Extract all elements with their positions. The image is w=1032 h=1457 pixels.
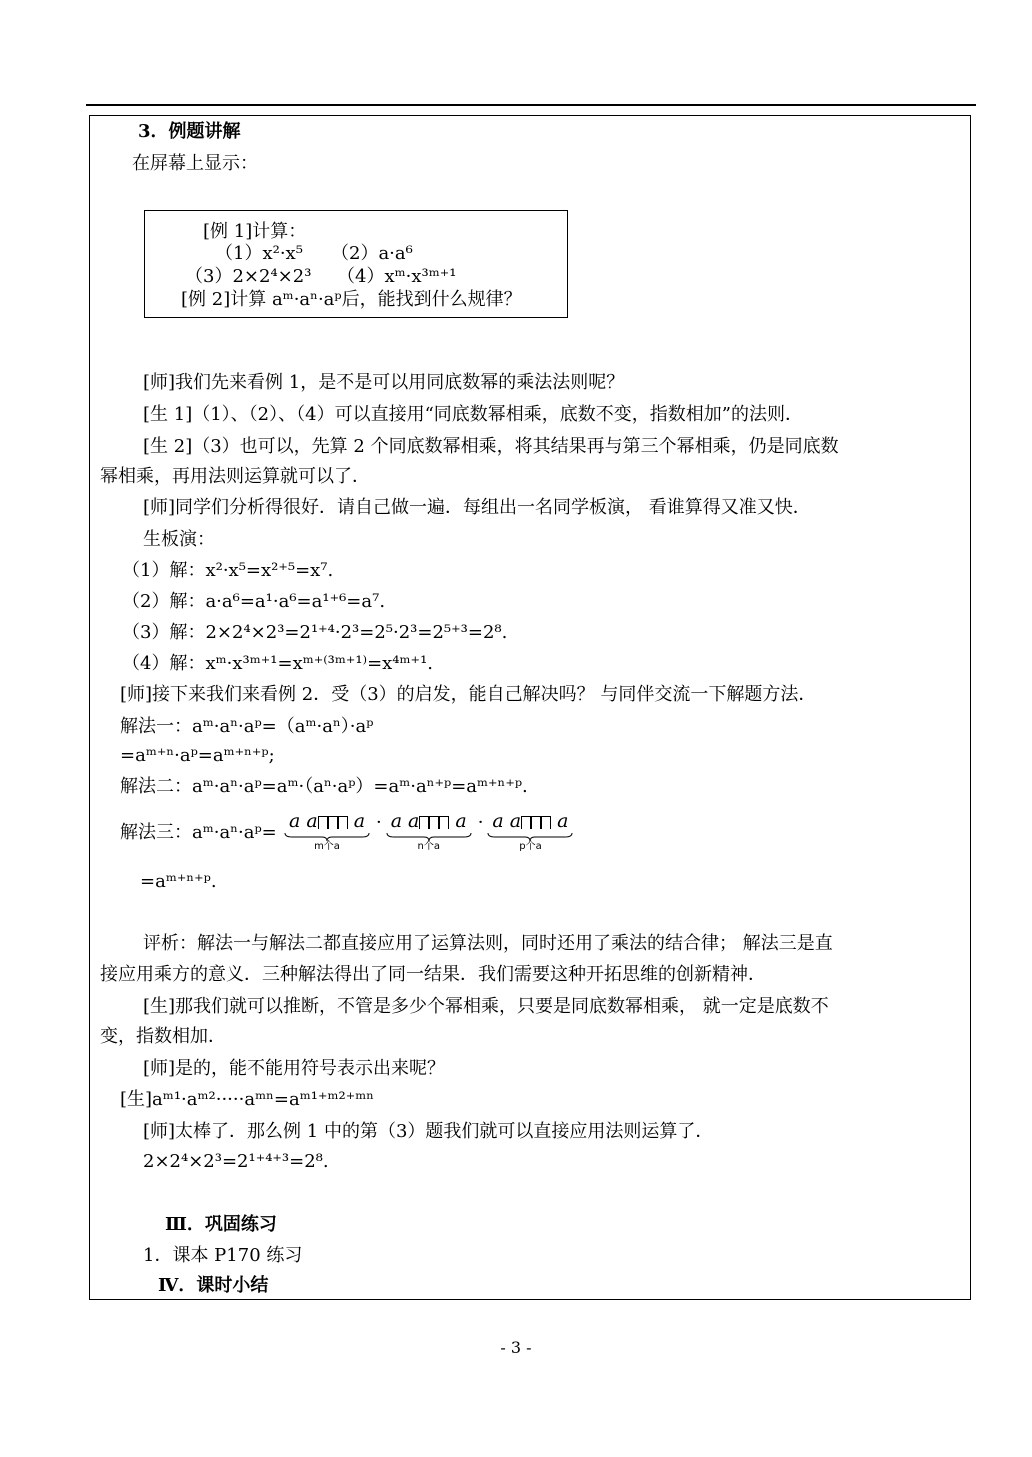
dot-operator: · (477, 812, 484, 833)
para-student-2a: [生 2]（3）也可以，先算 2 个同底数幂相乘，将其结果再与第三个幂相乘，仍是同底数 (143, 436, 839, 457)
brace-label-m: m个a (314, 841, 340, 852)
para-student-1: [生 1]（1）、（2）、（4）可以直接用“同底数幂相乘，底数不变，指数相加”的法则． (143, 404, 803, 425)
example1-item3: （3）2×2⁴×2³ (185, 266, 312, 287)
practice-item: 1．课本 P170 练习 (143, 1245, 303, 1266)
brace-group-m: a a a m个a (284, 810, 370, 852)
method-3-result: =aᵐ⁺ⁿ⁺ᵖ. (140, 871, 217, 892)
example1-item2: （2）a·a⁶ (331, 243, 413, 264)
brace-group-n: a a a n个a (386, 810, 472, 852)
comment-5: [师]太棒了．那么例 1 中的第（3）题我们就可以直接应用法则运算了． (143, 1121, 714, 1142)
para-student-2b: 幂相乘，再用法则运算就可以了． (100, 466, 370, 487)
example1-item1: （1）x²·x⁵ (215, 243, 303, 264)
solution-4: （4）解：xᵐ·x³ᵐ⁺¹=xᵐ⁺⁽³ᵐ⁺¹⁾=x⁴ᵐ⁺¹. (122, 653, 434, 674)
brace-group-p: a a a p个a (487, 810, 573, 852)
example1-item4: （4）xᵐ·x³ᵐ⁺¹ (337, 266, 457, 287)
para-teacher-2: [师]同学们分析得很好．请自己做一遍．每组出一名同学板演， 看谁算得又准又快． (143, 497, 811, 518)
comment-3: [师]是的，能不能用符号表示出来呢？ (143, 1058, 446, 1079)
method-1a: 解法一：aᵐ·aⁿ·aᵖ=（aᵐ·aⁿ）·aᵖ (120, 716, 374, 737)
page-number: - 3 - (500, 1338, 532, 1357)
section-practice: Ⅲ．巩固练习 (165, 1214, 277, 1235)
section-title: 3．例题讲解 (138, 121, 241, 142)
comment-2b: 变，指数相加． (100, 1026, 226, 1047)
brace-label-n: n个a (417, 841, 440, 852)
solution-2: （2）解：a·a⁶=a¹·a⁶=a¹⁺⁶=a⁷. (122, 591, 386, 612)
example-box (144, 210, 568, 318)
section-summary: Ⅳ．课时小结 (158, 1275, 269, 1296)
comment-6: 2×2⁴×2³=2¹⁺⁴⁺³=2⁸. (143, 1151, 329, 1172)
method-1b: =aᵐ⁺ⁿ·aᵖ=aᵐ⁺ⁿ⁺ᵖ; (120, 745, 275, 766)
method-3-braces (284, 810, 575, 852)
comment-4: [生]aᵐ¹·aᵐ²·····aᵐⁿ=aᵐ¹⁺ᵐ²⁺ᵐⁿ (120, 1089, 375, 1110)
intro-text: 在屏幕上显示： (132, 153, 258, 174)
header-rule (86, 104, 976, 106)
solution-1: （1）解：x²·x⁵=x²⁺⁵=x⁷. (122, 560, 334, 581)
para-board: 生板演： (143, 529, 215, 550)
example2-text: [例 2]计算 aᵐ·aⁿ·aᵖ后，能找到什么规律？ (181, 289, 522, 310)
brace-label-p: p个a (519, 841, 542, 852)
comment-2a: [生]那我们就可以推断，不管是多少个幂相乘，只要是同底数幂相乘， 就一定是底数不 (143, 996, 829, 1017)
para-teacher-3: [师]接下来我们来看例 2．受（3）的启发，能自己解决吗？ 与同伴交流一下解题方法． (120, 684, 817, 705)
example1-title: [例 1]计算： (203, 221, 307, 242)
method-2: 解法二：aᵐ·aⁿ·aᵖ=aᵐ·（aⁿ·aᵖ）=aᵐ·aⁿ⁺ᵖ=aᵐ⁺ⁿ⁺ᵖ. (120, 776, 528, 797)
para-teacher-1: [师]我们先来看例 1，是不是可以用同底数幂的乘法法则呢？ (143, 372, 625, 393)
comment-1a: 评析：解法一与解法二都直接应用了运算法则，同时还用了乘法的结合律； 解法三是直 (143, 933, 833, 954)
dot-operator: · (376, 812, 382, 833)
method-3-prefix: 解法三：aᵐ·aⁿ·aᵖ= (120, 822, 277, 843)
solution-3: （3）解：2×2⁴×2³=2¹⁺⁴·2³=2⁵·2³=2⁵⁺³=2⁸. (122, 622, 508, 643)
comment-1b: 接应用乘方的意义．三种解法得出了同一结果．我们需要这种开拓思维的创新精神． (100, 964, 766, 985)
